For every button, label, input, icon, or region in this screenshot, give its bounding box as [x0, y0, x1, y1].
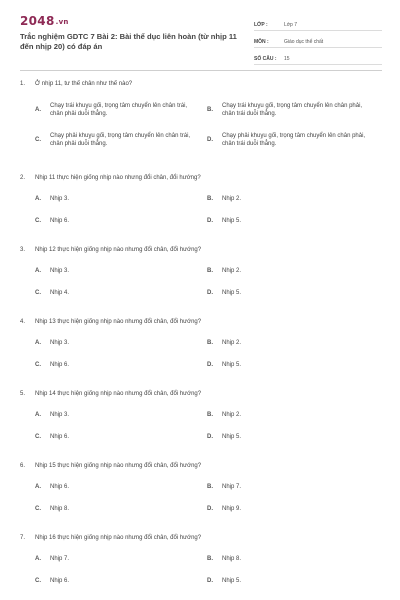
answer-option[interactable]: [207, 102, 379, 118]
option-text: Nhịp 9.: [222, 506, 242, 512]
option-letter: A.: [35, 268, 41, 274]
answer-option[interactable]: [35, 577, 207, 585]
option-text: Nhịp 5.: [222, 218, 242, 224]
option-letter: A.: [35, 107, 41, 113]
option-letter: B.: [207, 107, 213, 113]
answer-option[interactable]: [35, 267, 207, 275]
option-letter: D.: [207, 218, 213, 224]
question-item: [20, 80, 382, 147]
option-text: Nhịp 2.: [222, 340, 242, 346]
question-text: Nhịp 11 thực hiện giống nhịp nào nhưng đổi chân, đổi hướng?: [35, 175, 201, 181]
meta-label: MÔN :: [254, 39, 269, 45]
logo-suffix: .vn: [55, 18, 69, 26]
answer-option[interactable]: [35, 411, 207, 419]
meta-row-count: [254, 50, 382, 65]
question-header: [20, 246, 382, 254]
option-text: Nhịp 3.: [50, 412, 70, 418]
answer-option[interactable]: [35, 361, 207, 369]
option-text: Nhịp 5.: [222, 290, 242, 296]
option-letter: C.: [35, 578, 41, 584]
answer-option[interactable]: [35, 289, 207, 297]
option-letter: B.: [207, 412, 213, 418]
answer-option[interactable]: [207, 361, 379, 369]
option-text: Nhịp 5.: [222, 362, 242, 368]
question-text: Nhịp 16 thực hiện giống nhịp nào nhưng đổi chân, đổi hướng?: [35, 535, 202, 541]
question-number: 2.: [20, 175, 26, 181]
option-letter: A.: [35, 556, 41, 562]
option-letter: D.: [207, 362, 213, 368]
meta-label: LỚP :: [254, 22, 268, 28]
answer-option[interactable]: [35, 483, 207, 491]
answer-option[interactable]: [35, 339, 207, 347]
answer-option[interactable]: [207, 289, 379, 297]
option-text: Nhịp 5.: [222, 578, 242, 584]
question-number: 5.: [20, 391, 26, 397]
answer-option[interactable]: [207, 483, 379, 491]
question-number: 7.: [20, 535, 26, 541]
answer-option[interactable]: [207, 339, 379, 347]
option-text: Nhịp 8.: [50, 506, 70, 512]
header-divider: [20, 70, 382, 71]
option-text: Chạy trái khuỵu gối, trọng tâm chuyển lên chân phải, chân trái duỗi thẳng.: [222, 103, 363, 117]
option-letter: A.: [35, 340, 41, 346]
question-number: 6.: [20, 463, 26, 469]
option-letter: D.: [207, 506, 213, 512]
question-item: [20, 462, 382, 512]
page-title: Trắc nghiệm GDTC 7 Bài 2: Bài thể dục liên hoàn (từ nhịp 11 đến nhịp 20) có đáp án: [20, 32, 237, 51]
question-text: Ở nhịp 11, tư thế chân như thế nào?: [35, 81, 133, 87]
question-number: 1.: [20, 81, 26, 87]
option-letter: C.: [35, 137, 41, 143]
option-text: Nhịp 6.: [50, 434, 70, 440]
answer-option[interactable]: [207, 195, 379, 203]
option-text: Nhịp 3.: [50, 196, 70, 202]
meta-label: SỐ CÂU :: [254, 56, 277, 62]
option-letter: B.: [207, 340, 213, 346]
option-text: Chạy phải khuỵu gối, trọng tâm chuyển lên chân phải, chân trái duỗi thẳng.: [222, 133, 366, 147]
option-text: Nhịp 6.: [50, 484, 70, 490]
option-text: Nhịp 3.: [50, 340, 70, 346]
question-header: [20, 534, 382, 542]
option-text: Nhịp 6.: [50, 218, 70, 224]
answer-option[interactable]: [207, 433, 379, 441]
answer-option[interactable]: [35, 217, 207, 225]
logo-text: 2048: [20, 14, 55, 28]
answer-option[interactable]: [35, 132, 207, 148]
answer-option[interactable]: [35, 505, 207, 513]
question-number: 3.: [20, 247, 26, 253]
option-letter: D.: [207, 137, 213, 143]
option-letter: D.: [207, 578, 213, 584]
question-item: [20, 174, 382, 224]
question-text: Nhịp 15 thực hiện giống nhịp nào nhưng đổi chân, đổi hướng?: [35, 463, 202, 469]
meta-info: [254, 16, 382, 67]
answer-option[interactable]: [207, 411, 379, 419]
question-text: Nhịp 13 thực hiện giống nhịp nào nhưng đổi chân, đổi hướng?: [35, 319, 202, 325]
question-item: [20, 318, 382, 368]
option-text: Nhịp 2.: [222, 196, 242, 202]
option-text: Nhịp 2.: [222, 268, 242, 274]
meta-row-subject: [254, 33, 382, 48]
meta-row-class: [254, 16, 382, 31]
question-header: [20, 390, 382, 398]
option-letter: B.: [207, 556, 213, 562]
question-header: [20, 174, 382, 182]
option-text: Nhịp 4.: [50, 290, 70, 296]
meta-value: 15: [284, 56, 290, 62]
option-letter: B.: [207, 484, 213, 490]
site-logo[interactable]: [20, 14, 69, 28]
answer-option[interactable]: [207, 555, 379, 563]
answer-option[interactable]: [35, 433, 207, 441]
option-letter: B.: [207, 196, 213, 202]
option-letter: A.: [35, 412, 41, 418]
question-header: [20, 462, 382, 470]
answer-option[interactable]: [207, 577, 379, 585]
option-letter: D.: [207, 434, 213, 440]
option-text: Nhịp 6.: [50, 578, 70, 584]
option-text: Chạy phải khuỵu gối, trọng tâm chuyển lên chân trái, chân phải duỗi thẳng.: [50, 133, 191, 147]
option-letter: A.: [35, 196, 41, 202]
option-text: Nhịp 7.: [222, 484, 242, 490]
option-letter: A.: [35, 484, 41, 490]
answer-option[interactable]: [35, 102, 207, 118]
meta-value: Lớp 7: [284, 22, 298, 28]
question-text: Nhịp 12 thực hiện giống nhịp nào nhưng đổi chân, đổi hướng?: [35, 247, 202, 253]
question-header: [20, 318, 382, 326]
option-text: Nhịp 7.: [50, 556, 70, 562]
question-header: [20, 80, 382, 88]
option-text: Nhịp 8.: [222, 556, 242, 562]
option-letter: D.: [207, 290, 213, 296]
option-letter: C.: [35, 290, 41, 296]
answer-option[interactable]: [207, 132, 379, 148]
option-letter: B.: [207, 268, 213, 274]
answer-option[interactable]: [207, 267, 379, 275]
option-text: Chạy trái khuỵu gối, trọng tâm chuyển lên chân trái, chân phải duỗi thẳng.: [50, 103, 188, 117]
meta-value: Giáo dục thể chất: [284, 39, 324, 45]
option-text: Nhịp 3.: [50, 268, 70, 274]
question-item: [20, 390, 382, 440]
question-item: [20, 246, 382, 296]
answer-option[interactable]: [207, 505, 379, 513]
option-letter: C.: [35, 218, 41, 224]
option-text: Nhịp 5.: [222, 434, 242, 440]
question-number: 4.: [20, 319, 26, 325]
option-letter: C.: [35, 434, 41, 440]
option-letter: C.: [35, 362, 41, 368]
option-letter: C.: [35, 506, 41, 512]
question-item: [20, 534, 382, 584]
option-text: Nhịp 6.: [50, 362, 70, 368]
option-text: Nhịp 2.: [222, 412, 242, 418]
answer-option[interactable]: [35, 555, 207, 563]
answer-option[interactable]: [35, 195, 207, 203]
question-text: Nhịp 14 thực hiện giống nhịp nào nhưng đổi chân, đổi hướng?: [35, 391, 202, 397]
answer-option[interactable]: [207, 217, 379, 225]
